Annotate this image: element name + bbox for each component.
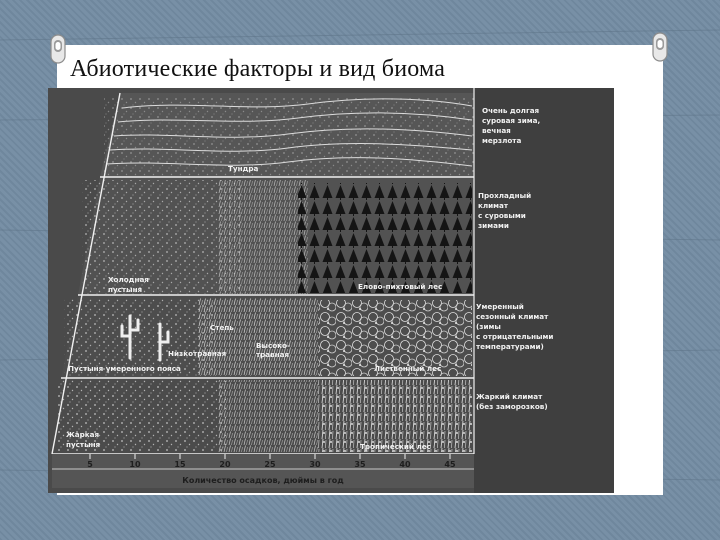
label-cold-desert-line2: пустыня — [108, 285, 143, 294]
x-axis-tick-label: 20 — [219, 460, 231, 469]
x-axis-tick-label: 10 — [129, 460, 141, 469]
label-cold-desert-line1: Холодная — [108, 275, 149, 284]
climate-temperate-line: сезонный климат — [476, 312, 549, 321]
climate-hot-line: Жаркий климат — [476, 392, 543, 401]
climate-hot-line: (без заморозков) — [476, 402, 548, 411]
x-axis-tick-label: 35 — [354, 460, 366, 469]
slide-title: Абиотические факторы и вид биома — [70, 56, 446, 82]
label-tallgrass-line2: травная — [256, 350, 290, 359]
label-hot-desert-line1: Жаркая — [66, 430, 100, 439]
climate-tundra-line: Очень долгая — [482, 106, 540, 115]
pin-right-icon — [648, 30, 672, 64]
climate-taiga-line: зимами — [478, 221, 509, 230]
label-hot-desert — [66, 430, 101, 449]
biome-figure — [48, 88, 614, 493]
climate-taiga-line: климат — [478, 201, 509, 210]
x-axis-tick-label: 45 — [444, 460, 456, 469]
x-axis-label: Количество осадков, дюймы в год — [182, 476, 344, 485]
climate-taiga-line: Прохладный — [478, 191, 532, 200]
climate-taiga-line: с суровыми — [478, 211, 526, 220]
label-temperate-desert: Пустыня умеренного пояса — [68, 364, 181, 373]
label-tundra: Тундра — [228, 164, 259, 173]
climate-temperate-line: Умеренный — [476, 302, 524, 311]
label-tallgrass — [256, 341, 290, 359]
x-axis-tick-label: 15 — [174, 460, 186, 469]
x-axis-tick-label: 25 — [264, 460, 276, 469]
label-hot-desert-line2: пустыня — [66, 440, 101, 449]
label-tallgrass-line1: Высоко- — [256, 341, 290, 350]
climate-temperate-line: температурами) — [476, 342, 544, 351]
label-shortgrass: Низкотравная — [168, 349, 227, 358]
x-axis-tick-label: 30 — [309, 460, 321, 469]
climate-temperate-line: с отрицательными — [476, 332, 554, 341]
label-taiga: Елово-пихтовый лес — [358, 282, 443, 291]
climate-tundra-line: вечная — [482, 126, 511, 135]
x-axis-tick-label: 40 — [399, 460, 411, 469]
climate-temperate-line: (зимы — [476, 322, 501, 331]
label-tropical: Тропический лес — [360, 442, 431, 451]
climate-hot — [476, 392, 548, 411]
x-axis-tick-label: 5 — [87, 460, 93, 469]
climate-tundra-line: суровая зима, — [482, 116, 541, 125]
climate-tundra-line: мерзлота — [482, 136, 522, 145]
label-steppe: Степь — [210, 323, 234, 332]
pin-left-icon — [46, 32, 70, 66]
label-deciduous: Лиственный лес — [374, 364, 442, 373]
